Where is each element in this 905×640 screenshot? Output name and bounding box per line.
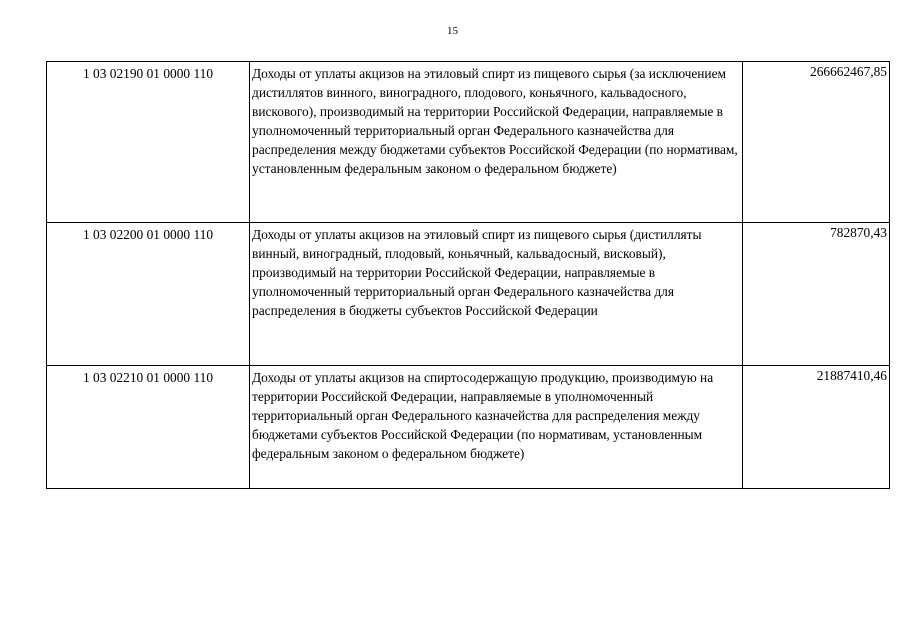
table-row [47, 223, 890, 366]
budget-classification-code: 1 03 02200 01 0000 110 [47, 223, 250, 366]
budget-classification-code: 1 03 02210 01 0000 110 [47, 366, 250, 489]
revenue-amount: 782870,43 [743, 223, 890, 366]
revenue-table-body [47, 62, 890, 489]
budget-classification-code: 1 03 02190 01 0000 110 [47, 62, 250, 223]
table-row [47, 62, 890, 223]
page-number: 15 [447, 25, 458, 37]
revenue-table [46, 61, 890, 489]
revenue-description: Доходы от уплаты акцизов на этиловый спирт из пищевого сырья (дистилляты винный, виноградный, плодовый, коньячный, кальвадосный, висковый), производимый на территории Российской Федерации, направляемые в уполномоченный территориальный орган Федерального казначейства для распределения в бюджеты субъектов Российской Федерации [250, 223, 743, 366]
revenue-description: Доходы от уплаты акцизов на этиловый спирт из пищевого сырья (за исключением дистиллятов винного, виноградного, плодового, коньячного, кальвадосного, вискового), производимый на территории Российской Федерации, направляемые в уполномоченный территориальный орган Федерального казначейства для распределения между бюджетами субъектов Российской Федерации (по нормативам, установленным федеральным законом о федеральном бюджете) [250, 62, 743, 223]
revenue-description: Доходы от уплаты акцизов на спиртосодержащую продукцию, производимую на территории Российской Федерации, направляемые в уполномоченный территориальный орган Федерального казначейства для распределения между бюджетами субъектов Российской Федерации (по нормативам, установленным федеральным законом о федеральном бюджете) [250, 366, 743, 489]
table-row [47, 366, 890, 489]
revenue-amount: 266662467,85 [743, 62, 890, 223]
revenue-amount: 21887410,46 [743, 366, 890, 489]
